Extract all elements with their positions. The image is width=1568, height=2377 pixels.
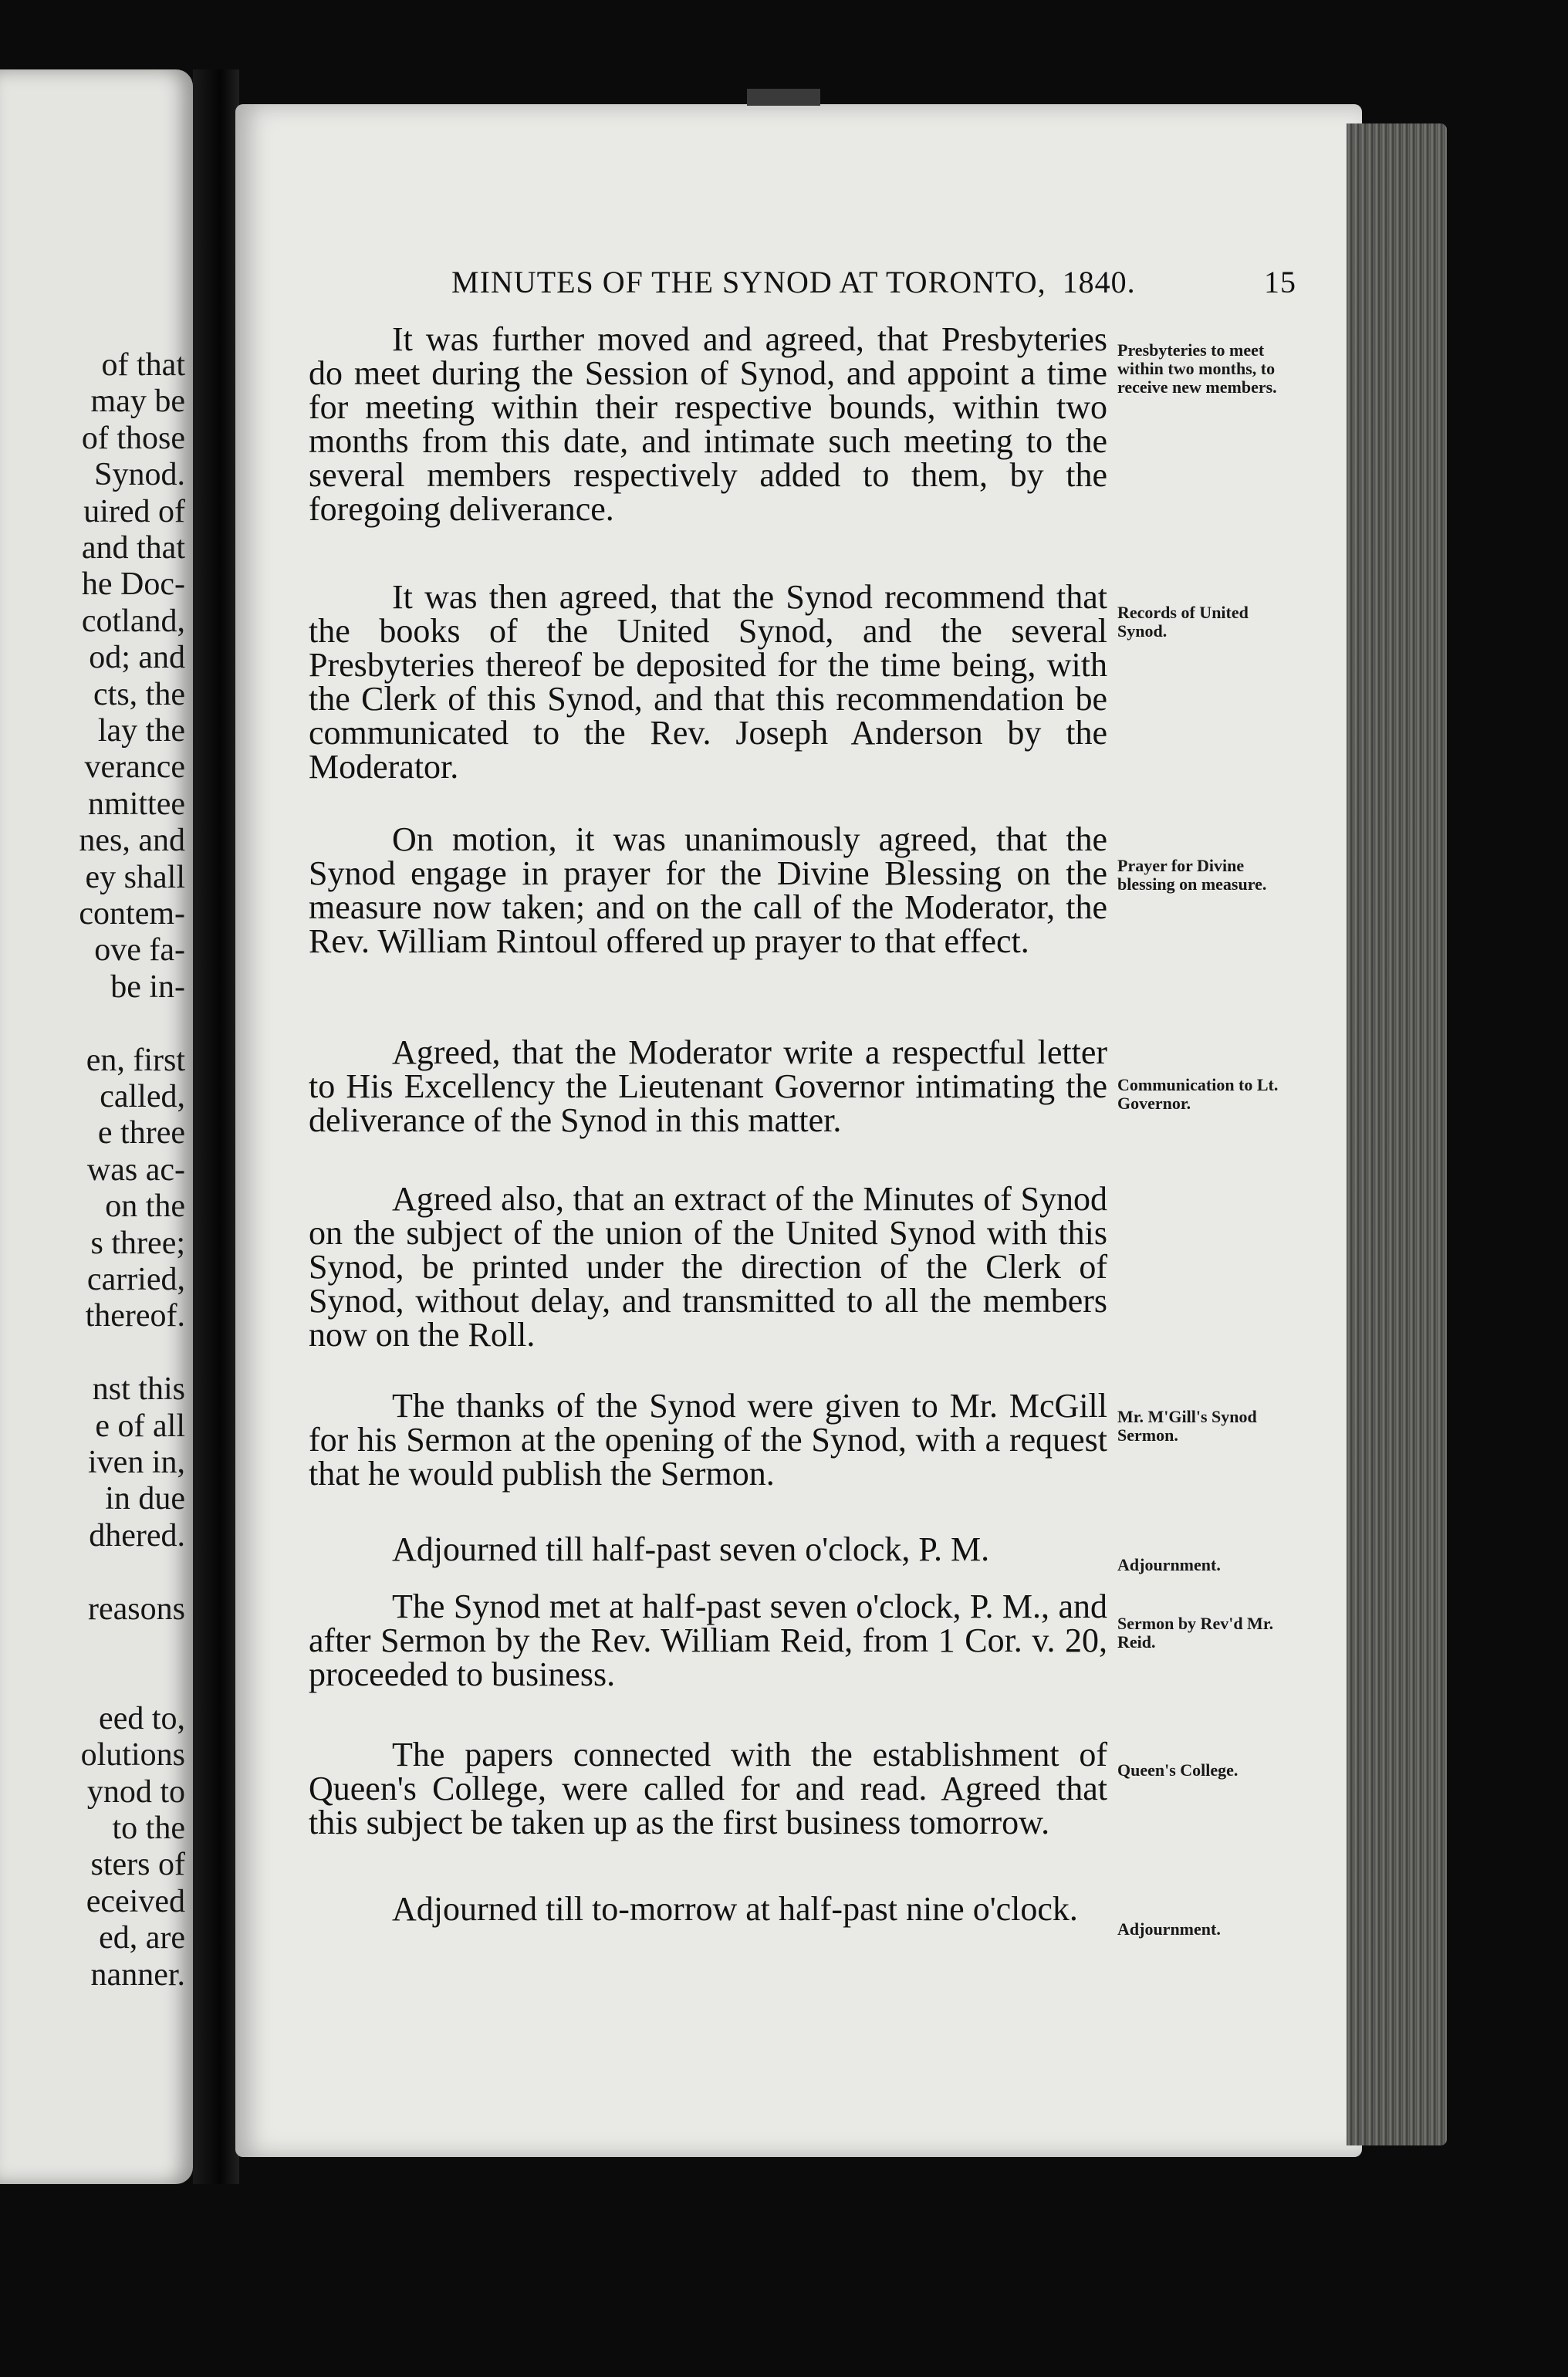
left-page-line: and that xyxy=(81,530,185,566)
left-page-line: en, first xyxy=(86,1042,185,1078)
sidenote-adjournment-1: Adjournment. xyxy=(1117,1555,1221,1574)
left-page-line: iven in, xyxy=(88,1445,185,1480)
left-page-line: thereof. xyxy=(85,1298,185,1334)
left-page-line: olutions xyxy=(80,1737,185,1773)
paragraph-evening-meeting: The Synod met at half-past seven o'clock, P. M., and after Sermon by the Rev. William Reid, from 1 Cor. v. 20, proceeded to business. xyxy=(309,1587,1107,1693)
header-year: 1840. xyxy=(1062,265,1136,299)
left-page-line: on the xyxy=(105,1188,185,1225)
left-page-line: eed to, xyxy=(99,1700,185,1736)
left-page-line: uired of xyxy=(83,493,185,529)
left-page-line: ey shall xyxy=(85,859,185,895)
binding-tab xyxy=(747,89,820,106)
left-page-line: called, xyxy=(100,1079,185,1114)
paragraph-thanks: The thanks of the Synod were given to Mr. McGill for his Sermon at the opening of the Synod, with a request that he would publish the Sermon. xyxy=(309,1387,1107,1493)
left-page-line: e three xyxy=(97,1115,185,1151)
left-page-line: verance xyxy=(84,749,185,786)
left-page-line: in due xyxy=(105,1481,185,1517)
left-page-line: od; and xyxy=(89,640,185,676)
left-page-line: of those xyxy=(81,420,185,456)
left-page-fragment xyxy=(0,69,193,2184)
paragraph-extract: Agreed also, that an extract of the Minutes of Synod on the subject of the union of the United Synod with this Synod, be printed under the direction of the Clerk of Synod, without delay, and transmitted to all the members now on the Roll. xyxy=(309,1180,1107,1354)
sidenote-sermon: Mr. M'Gill's Synod Sermon. xyxy=(1117,1407,1257,1445)
left-page-line: cotland, xyxy=(81,603,185,639)
left-page-line: to the xyxy=(112,1811,185,1846)
paragraph-adjourned-morrow: Adjourned till to-morrow at half-past nine o'clock. xyxy=(392,1890,1078,1928)
left-page-line: he Doc- xyxy=(81,566,185,603)
book-gutter xyxy=(193,69,239,2184)
sidenote-records: Records of United Synod. xyxy=(1117,603,1249,641)
sidenote-queens-college: Queen's College. xyxy=(1117,1760,1239,1780)
paragraph-records: It was then agreed, that the Synod recommend that the books of the United Synod, and the several Presbyteries thereof be deposited for the time being, with the Clerk of this Synod, and that this recommendation be communicated to the Rev. Joseph Anderson by the Moderator. xyxy=(309,578,1107,786)
left-page-line: reasons xyxy=(88,1591,185,1627)
left-page-line: was ac- xyxy=(86,1151,185,1188)
left-page-line: ed, are xyxy=(99,1920,185,1956)
left-page-line: carried, xyxy=(86,1262,185,1297)
running-header xyxy=(451,264,1296,300)
left-page-line: may be xyxy=(90,384,185,420)
paragraph-queens-college: The papers connected with the establishment of Queen's College, were called for and read. Agreed that this subject be taken up as the first business tomorrow. xyxy=(309,1736,1107,1841)
paragraph-prayer: On motion, it was unanimously agreed, that the Synod engage in prayer for the Divine Blessing on the measure now taken; and on the call of the Moderator, the Rev. William Rintoul offered up prayer to that effect. xyxy=(309,820,1107,960)
sidenote-prayer: Prayer for Divine blessing on measure. xyxy=(1117,856,1267,894)
paragraph-adjourned-pm: Adjourned till half-past seven o'clock, P. M. xyxy=(392,1530,990,1568)
sidenote-reid-sermon: Sermon by Rev'd Mr. Reid. xyxy=(1117,1614,1274,1652)
left-page-line: of that xyxy=(101,347,185,383)
left-page-line: contem- xyxy=(79,896,185,932)
page-edges xyxy=(1347,123,1447,2145)
left-page-line: e of all xyxy=(95,1408,185,1444)
left-page-line: nmittee xyxy=(88,786,185,822)
sidenote-presbyteries: Presbyteries to meet within two months, to receive new members. xyxy=(1117,340,1277,397)
left-page-line: nanner. xyxy=(90,1956,185,1993)
left-page-line: nes, and xyxy=(79,823,185,859)
left-page-line: ove fa- xyxy=(94,932,185,969)
left-page-line: dhered. xyxy=(89,1517,185,1554)
sidenote-communication: Communication to Lt. Governor. xyxy=(1117,1075,1279,1113)
left-page-line: ynod to xyxy=(86,1773,185,1810)
sidenote-adjournment-2: Adjournment. xyxy=(1117,1919,1221,1939)
left-page-line: Synod. xyxy=(94,457,185,493)
paragraph-letter: Agreed, that the Moderator write a respectful letter to His Excellency the Lieutenant Governor intimating the deliverance of the Synod in this matter. xyxy=(309,1033,1107,1139)
left-page-line: eceived xyxy=(86,1883,185,1919)
page-number: 15 xyxy=(1264,265,1296,299)
left-page-line: cts, the xyxy=(93,676,185,712)
left-page-line: lay the xyxy=(97,713,185,749)
header-title: MINUTES OF THE SYNOD AT TORONTO, xyxy=(451,265,1046,299)
left-page-line: nst this xyxy=(92,1371,185,1408)
paragraph-presbyteries: It was further moved and agreed, that Presbyteries do meet during the Session of Synod, and appoint a time for meeting within their respective bounds, within two months from this date, and intimate such meeting to the several members respectively added to them, by the foregoing deliverance. xyxy=(309,320,1107,528)
left-page-line: s three; xyxy=(90,1225,185,1261)
left-page-line: be in- xyxy=(110,969,185,1005)
left-page-line: sters of xyxy=(90,1847,185,1883)
